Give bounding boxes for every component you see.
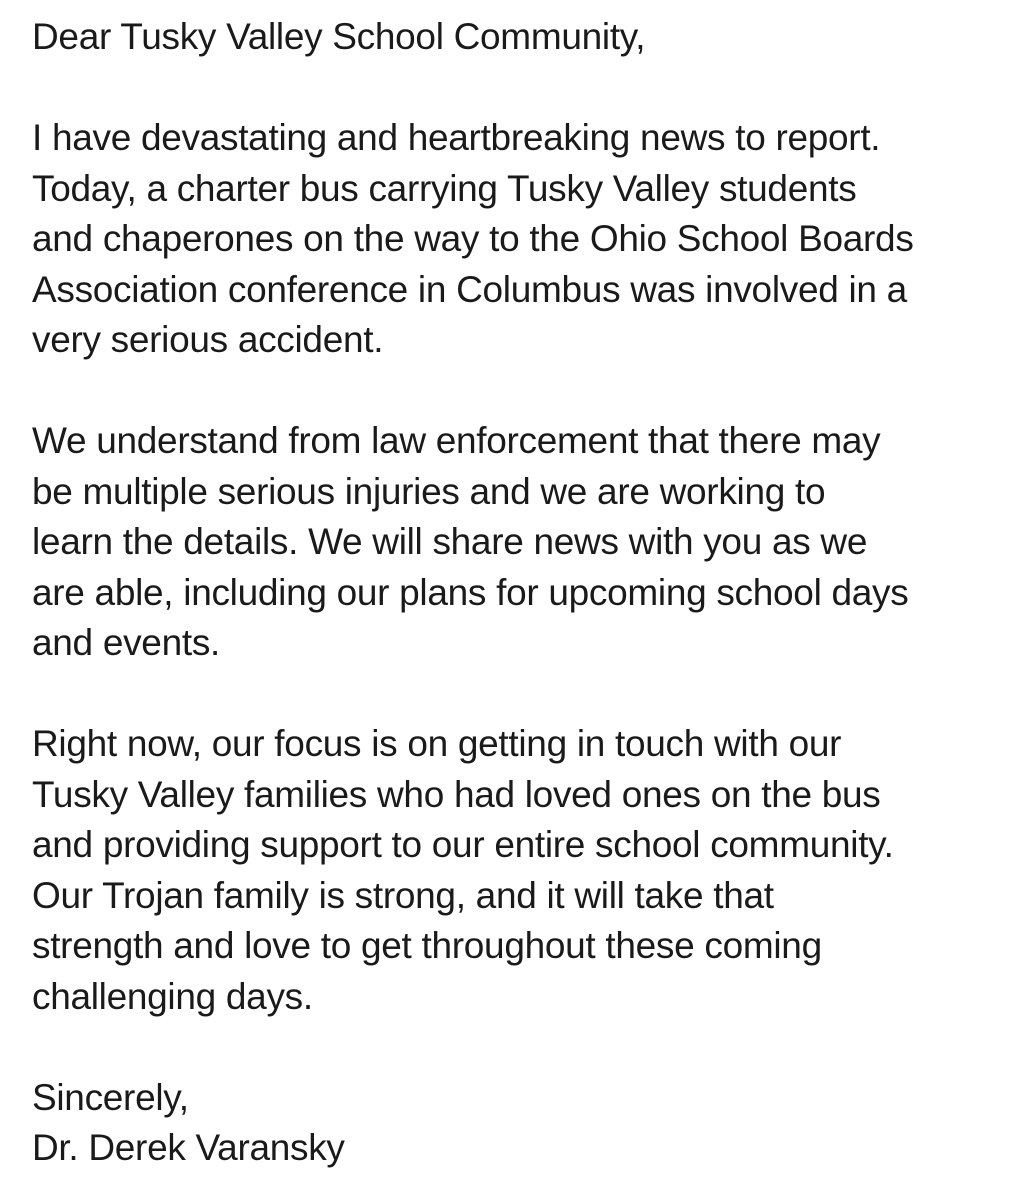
paragraph-line: very serious accident. — [32, 319, 384, 360]
paragraph-accident-report — [32, 113, 1007, 366]
letter-body — [32, 12, 1007, 1174]
closing: Sincerely, — [32, 1076, 189, 1118]
paragraph-line: are able, including our plans for upcoming school days — [32, 571, 909, 613]
paragraph-line: I have devastating and heartbreaking news to report. — [32, 117, 881, 158]
sign-off — [32, 1073, 1007, 1174]
salutation-line: Dear Tusky Valley School Community, — [32, 16, 646, 57]
paragraph-line: and providing support to our entire school community. — [32, 824, 894, 865]
paragraph-line: challenging days. — [32, 975, 313, 1017]
paragraph-line: Tusky Valley families who had loved ones on the bus — [32, 773, 881, 815]
paragraph-community-support — [32, 719, 1007, 1022]
signature-name: Dr. Derek Varansky — [32, 1127, 345, 1168]
paragraph-line: Association conference in Columbus was involved in a — [32, 268, 907, 310]
paragraph-line: be multiple serious injuries and we are working to — [32, 470, 826, 512]
paragraph-line: Right now, our focus is on getting in touch with our — [32, 723, 842, 764]
paragraph-line: Our Trojan family is strong, and it will take that — [32, 874, 774, 916]
paragraph-line: and events. — [32, 622, 221, 663]
paragraph-line: strength and love to get throughout these coming — [32, 925, 822, 966]
paragraph-line: We understand from law enforcement that there may — [32, 420, 881, 461]
salutation — [32, 12, 1007, 63]
paragraph-line: and chaperones on the way to the Ohio School Boards — [32, 218, 914, 259]
paragraph-injuries-update — [32, 416, 1007, 669]
paragraph-line: Today, a charter bus carrying Tusky Valley students — [32, 167, 857, 209]
paragraph-line: learn the details. We will share news with you as we — [32, 521, 868, 562]
